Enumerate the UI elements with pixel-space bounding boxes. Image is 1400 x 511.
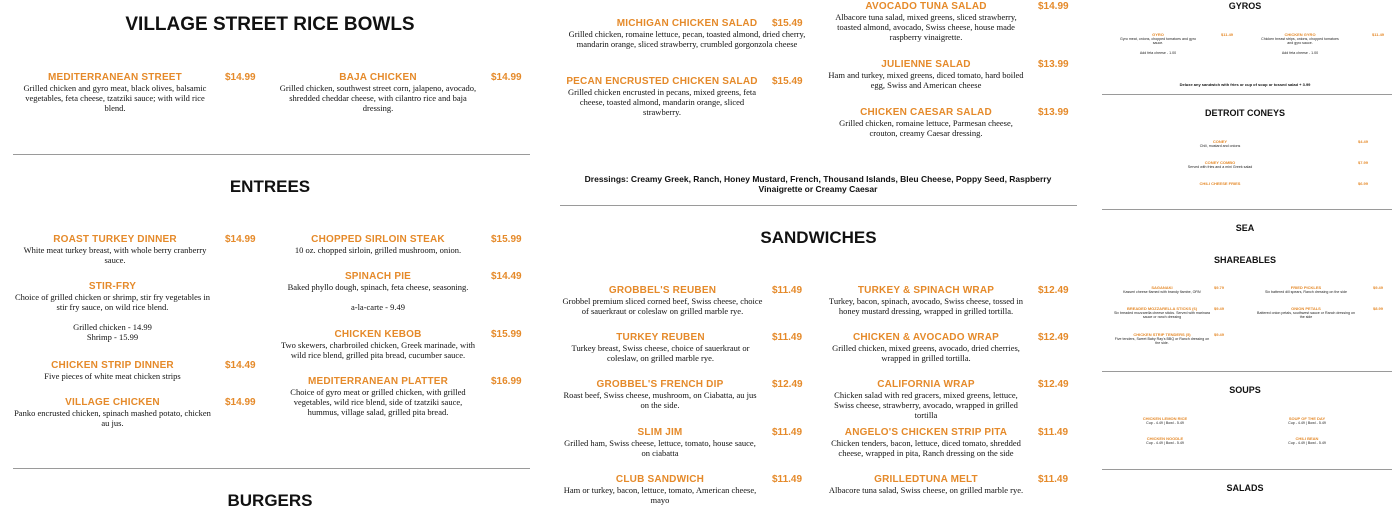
item-name: CLUB SANDWICH <box>615 474 705 485</box>
item-price: $8.99 <box>1373 306 1384 311</box>
menu-item <box>15 281 210 342</box>
item-name: MICHIGAN CHICKEN SALAD <box>616 18 758 29</box>
menu-page-3 <box>1090 0 1400 500</box>
item-desc: Kasseri cheese flamed with brandy flambe, OPA! <box>1123 290 1201 294</box>
menu-item <box>278 329 478 360</box>
item-price: $14.49 <box>225 360 256 371</box>
menu-item <box>1118 32 1198 55</box>
item-desc: Chicken tenders, bacon, lettuce, diced tomato, shredded cheese, wrapped in pita, Ranch dressing on the side <box>831 438 1021 458</box>
item-price: $11.49 <box>772 427 803 438</box>
soups-title: SOUPS <box>1229 385 1261 395</box>
item-name: CHICKEN GYRO <box>1284 32 1316 37</box>
menu-item <box>560 379 760 410</box>
item-desc: Chili, mustard and onions <box>1199 144 1241 148</box>
item-desc: Baked phyllo dough, spinach, feta cheese, seasoning. <box>287 282 469 292</box>
rice-bowls-title: VILLAGE STREET RICE BOWLS <box>125 14 415 35</box>
detroit-coneys-title: DETROIT CONEYS <box>1204 108 1285 118</box>
menu-item <box>1112 285 1212 294</box>
menu-item <box>10 397 215 428</box>
item-desc: Turkey breast, Swiss cheese, choice of sauerkraut or coleslaw, on grilled marble rye. <box>571 343 750 363</box>
item-desc: Six battered dill spears, Ranch dressing on the side <box>1265 290 1347 294</box>
item-desc: Five tenders, Sweet Baby Ray's BBQ or Ranch dressing on the side. <box>1114 337 1210 346</box>
item-price: $4.49 <box>1358 139 1369 144</box>
item-name: CHICKEN & AVOCADO WRAP <box>852 332 1000 343</box>
menu-item <box>1262 436 1352 445</box>
item-option: Add feta cheese - 1.00 <box>1281 50 1319 55</box>
item-price: $15.99 <box>491 329 522 340</box>
item-name: CONEY COMBO <box>1204 160 1236 165</box>
item-price: $15.49 <box>772 18 803 29</box>
gyros-title: GYROS <box>1228 1 1262 11</box>
menu-item <box>15 234 215 265</box>
menu-page-1 <box>0 0 540 510</box>
menu-item <box>278 234 478 255</box>
sea-title: SEA <box>1235 223 1255 233</box>
item-desc: Grobbel premium sliced corned beef, Swiss cheese, choice of sauerkraut or coleslaw on grilled marble rye. <box>562 296 763 316</box>
menu-item <box>826 427 1026 458</box>
menu-item <box>560 285 765 316</box>
item-option: Add feta cheese - 1.00 <box>1139 50 1177 55</box>
item-name: BREADED MOZZARELLA STICKS (6) <box>1126 306 1198 311</box>
section-divider <box>1102 209 1392 210</box>
item-name: GYRO <box>1152 32 1164 37</box>
item-name: CALIFORNIA WRAP <box>877 379 975 390</box>
item-name: JULIENNE SALAD <box>881 59 971 70</box>
item-price: $14.99 <box>491 72 522 83</box>
menu-item <box>15 72 215 113</box>
item-price: $13.99 <box>1038 59 1069 70</box>
item-desc: Albacore tuna salad, mixed greens, sliced strawberry, toasted almond, avocado, Swiss cheese, house made raspberry vinaigrette. <box>835 12 1017 42</box>
section-divider <box>1102 469 1392 470</box>
menu-item <box>568 332 753 363</box>
item-desc: Battered onion petals, southwest sauce or Ranch dressing on the side <box>1257 311 1355 320</box>
item-desc: Grilled chicken, southwest street corn, jalapeno, avocado, shredded cheddar cheese, with cilantro rice and baja dressing. <box>279 83 477 113</box>
item-name: ONION PETALS <box>1291 306 1321 311</box>
item-desc: Cup - 4.49 | Bowl - 5.49 <box>1288 441 1326 445</box>
item-desc: 10 oz. chopped sirloin, grilled mushroom, onion. <box>294 245 462 255</box>
item-price: $14.99 <box>225 234 256 245</box>
item-desc: Choice of gyro meat or grilled chicken, with grilled vegetables, wild rice blend, side of tzatziki sauce, hummus, village salad, grilled pita bread. <box>290 387 466 417</box>
item-desc: Albacore tuna salad, Swiss cheese, on grilled marble rye. <box>828 485 1024 495</box>
menu-item <box>560 427 760 458</box>
item-name: CHOPPED SIRLOIN STEAK <box>311 234 445 245</box>
item-option: a-la-carte - 9.49 <box>350 302 406 312</box>
item-price: $13.99 <box>1038 107 1069 118</box>
menu-item <box>826 379 1026 420</box>
menu-item <box>1260 32 1340 55</box>
item-name: TURKEY REUBEN <box>616 332 705 343</box>
item-desc: Turkey, bacon, spinach, avocado, Swiss cheese, tossed in honey mustard dressing, wrapped in grilled tortilla. <box>828 296 1024 316</box>
item-price: $12.49 <box>1038 379 1069 390</box>
item-name: SLIM JIM <box>637 427 683 438</box>
entrees-title: ENTREES <box>229 177 311 196</box>
item-name: MEDITERRANEAN STREET <box>47 72 182 83</box>
menu-item <box>278 72 478 113</box>
menu-item <box>278 271 478 312</box>
menu-item <box>278 376 478 417</box>
menu-item <box>1112 306 1212 320</box>
section-divider <box>1102 94 1392 95</box>
menu-item <box>1160 160 1280 169</box>
item-desc: Roast beef, Swiss cheese, mushroom, on Ciabatta, au jus on the side. <box>563 390 757 410</box>
item-price: $12.49 <box>772 379 803 390</box>
item-desc: Grilled chicken, romaine lettuce, Parmesan cheese, crouton, creamy Caesar dressing. <box>839 118 1013 138</box>
section-divider <box>1102 371 1392 372</box>
item-name: SOUP OF THE DAY <box>1288 416 1326 421</box>
menu-item <box>1262 416 1352 425</box>
item-name: VILLAGE CHICKEN <box>65 397 160 408</box>
item-name: CHICKEN KEBOB <box>334 329 422 340</box>
item-price: $11.49 <box>1221 32 1234 37</box>
sandwiches-title: SANDWICHES <box>760 228 877 247</box>
dressings-note: Dressings: Creamy Greek, Ranch, Honey Mustard, French, Thousand Islands, Bleu Cheese, Poppy Seed, Raspberry Vinaigrette or Creamy Caesar <box>584 174 1052 194</box>
item-name: FRIED PICKLES <box>1290 285 1322 290</box>
item-name: AVOCADO TUNA SALAD <box>865 1 987 12</box>
item-name: CHICKEN CAESAR SALAD <box>860 107 992 118</box>
item-desc: Grilled chicken, mixed greens, avocado, dried cherries, wrapped in grilled tortilla. <box>832 343 1020 363</box>
item-name: CHICKEN LEMON RICE <box>1142 416 1188 421</box>
item-price: $9.49 <box>1214 332 1225 337</box>
item-desc: Two skewers, charbroiled chicken, Greek marinade, with wild rice blend, grilled pita bread, cucumber sauce. <box>280 340 476 360</box>
menu-item <box>560 474 760 505</box>
item-name: BAJA CHICKEN <box>339 72 417 83</box>
item-name: GRILLEDTUNA MELT <box>874 474 978 485</box>
gyros-note: Deluxe any sandwich with fries or cup of soup or tossed salad + 3.99 <box>1179 82 1311 87</box>
item-price: $14.99 <box>1038 1 1069 12</box>
item-price: $12.49 <box>1038 285 1069 296</box>
item-desc: Served with fries and a mini Greek salad <box>1187 165 1253 169</box>
burgers-title: BURGERS <box>227 491 313 510</box>
salads-title: SALADS <box>1226 483 1264 493</box>
item-desc: Choice of grilled chicken or shrimp, stir fry vegetables in stir fry sauce, on wild rice blend. <box>15 292 210 312</box>
menu-item <box>826 285 1026 316</box>
item-desc: Six breaded mozzarella cheese sticks. Served with marinara sauce or ranch dressing <box>1113 311 1211 320</box>
menu-item <box>1160 139 1280 148</box>
item-name: CHICKEN STRIP TENDERS (5) <box>1133 332 1191 337</box>
menu-item <box>1120 416 1210 425</box>
item-price: $6.99 <box>1358 181 1369 186</box>
item-price: $11.49 <box>772 474 803 485</box>
menu-item <box>562 76 762 117</box>
item-desc: Grilled chicken and gyro meat, black olives, balsamic vegetables, feta cheese, tzatziki sauce; with wild rice blend. <box>23 83 207 113</box>
item-price: $7.99 <box>1358 160 1369 165</box>
item-name: PECAN ENCRUSTED CHICKEN SALAD <box>566 76 758 87</box>
menu-item <box>1112 332 1212 346</box>
item-price: $15.49 <box>772 76 803 87</box>
item-name: MEDITERRANEAN PLATTER <box>307 376 449 387</box>
item-desc: Cup - 4.49 | Bowl - 5.49 <box>1146 441 1184 445</box>
item-option: Shrimp - 15.99 <box>86 332 139 342</box>
item-price: $11.49 <box>1372 32 1385 37</box>
item-name: GROBBEL'S FRENCH DIP <box>596 379 724 390</box>
item-price: $11.49 <box>772 285 803 296</box>
menu-item <box>1120 436 1210 445</box>
item-desc: Chicken salad with red gracers, mixed greens, lettuce, Swiss cheese, strawberry, avocado, wrapped in grilled tortilla <box>834 390 1018 420</box>
item-name: ANGELO'S CHICKEN STRIP PITA <box>844 427 1008 438</box>
shareables-title: SHAREABLES <box>1213 255 1276 265</box>
item-price: $15.99 <box>491 234 522 245</box>
menu-item <box>15 360 210 381</box>
item-desc: White meat turkey breast, with whole berry cranberry sauce. <box>23 245 207 265</box>
item-desc: Ham or turkey, bacon, lettuce, tomato, American cheese, mayo <box>563 485 757 505</box>
item-name: SPINACH PIE <box>344 271 412 282</box>
item-desc: Gyro meat, onions, chopped tomatoes and gyro sauce. <box>1120 37 1196 46</box>
item-price: $11.49 <box>1038 427 1069 438</box>
item-option: Grilled chicken - 14.99 <box>73 322 152 332</box>
item-desc: Grilled chicken, romaine lettuce, pecan, toasted almond, dried cherry, mandarin orange, sliced strawberry, crumbled gorgonzola cheese <box>568 29 806 49</box>
item-price: $11.49 <box>1038 474 1069 485</box>
menu-item <box>826 107 1026 138</box>
item-price: $14.49 <box>491 271 522 282</box>
item-name: CHICKEN STRIP DINNER <box>51 360 174 371</box>
menu-page-2 <box>540 0 1090 505</box>
item-desc: Grilled chicken encrusted in pecans, mixed greens, feta cheese, toasted almond, mandarin orange, sliced strawberry. <box>567 87 757 117</box>
item-price: $9.49 <box>1214 306 1225 311</box>
menu-item <box>826 59 1026 90</box>
menu-item <box>826 474 1026 495</box>
item-name: ROAST TURKEY DINNER <box>53 234 177 245</box>
menu-item <box>1256 285 1356 294</box>
item-name: TURKEY & SPINACH WRAP <box>857 285 995 296</box>
item-desc: Cup - 4.49 | Bowl - 5.49 <box>1288 421 1326 425</box>
item-name: GROBBEL'S REUBEN <box>608 285 717 296</box>
item-name: CONEY <box>1212 139 1228 144</box>
item-price: $14.99 <box>225 72 256 83</box>
item-price: $16.99 <box>491 376 522 387</box>
item-name: CHILI BEAN <box>1295 436 1319 441</box>
item-price: $9.79 <box>1214 285 1225 290</box>
item-desc: Ham and turkey, mixed greens, diced tomato, hard boiled egg, Swiss and American cheese <box>828 70 1024 90</box>
item-name: STIR-FRY <box>88 281 137 292</box>
menu-item <box>1256 306 1356 320</box>
item-desc: Grilled ham, Swiss cheese, lettuce, tomato, house sauce, on ciabatta <box>564 438 756 458</box>
item-desc: Five pieces of white meat chicken strips <box>44 371 181 381</box>
item-desc: Panko encrusted chicken, spinach mashed potato, chicken au jus. <box>14 408 211 428</box>
item-name: CHICKEN NOODLE <box>1146 436 1184 441</box>
section-divider <box>13 468 530 469</box>
section-divider <box>13 154 530 155</box>
item-price: $9.49 <box>1373 285 1384 290</box>
item-desc: Cup - 4.49 | Bowl - 5.49 <box>1146 421 1184 425</box>
section-divider <box>560 205 1077 206</box>
item-desc: Chicken breast strips, onions, chopped tomatoes and gyro sauce. <box>1261 37 1339 46</box>
item-price: $14.99 <box>225 397 256 408</box>
item-name: SAGANAKI <box>1151 285 1173 290</box>
menu-item <box>826 1 1026 42</box>
item-name: CHILI CHEESE FRIES <box>1199 181 1241 186</box>
item-price: $12.49 <box>1038 332 1069 343</box>
menu-item <box>826 332 1026 363</box>
menu-item <box>1160 181 1280 186</box>
item-price: $11.49 <box>772 332 803 343</box>
